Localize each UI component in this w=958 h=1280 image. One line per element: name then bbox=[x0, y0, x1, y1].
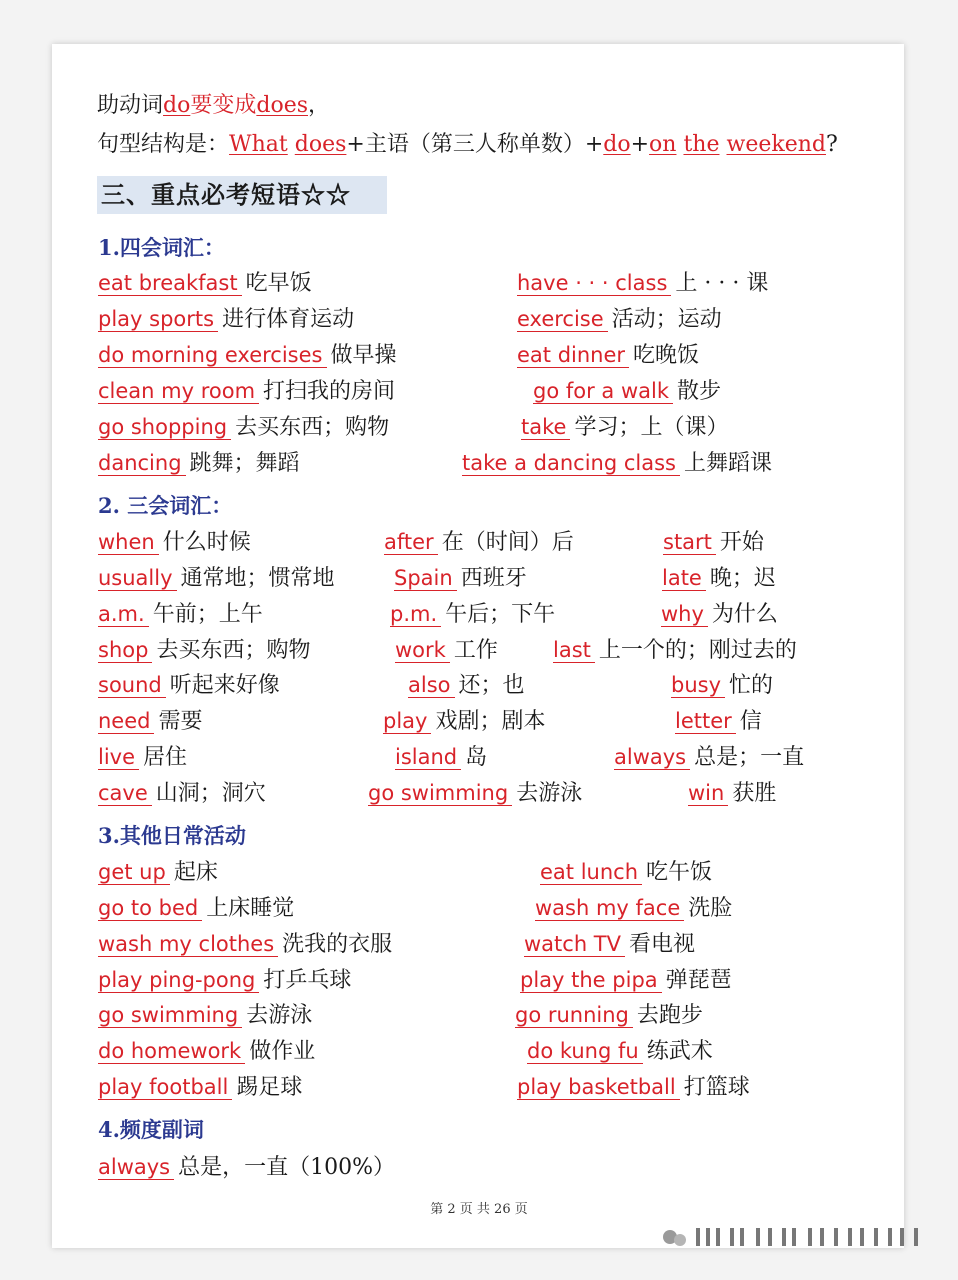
vocab-entry bbox=[517, 266, 768, 297]
vocab-meaning: 山洞；洞穴 bbox=[155, 781, 266, 806]
vocab-entry bbox=[98, 927, 392, 958]
vocab-meaning: 岛 bbox=[465, 745, 488, 770]
vocab-term: late bbox=[662, 566, 706, 591]
vocab-term: exercise bbox=[517, 307, 608, 332]
vocab-entry bbox=[98, 963, 351, 994]
vocab-entry bbox=[98, 668, 280, 699]
vocab-entry bbox=[395, 633, 498, 664]
vocab-meaning: 上 · · · 课 bbox=[675, 271, 769, 296]
vocab-term: work bbox=[395, 638, 450, 663]
vocab-meaning: 在（时间）后 bbox=[441, 530, 574, 555]
vocab-term: always bbox=[614, 745, 690, 770]
intro-line-1 bbox=[97, 88, 330, 119]
vocab-meaning: 为什么 bbox=[711, 602, 778, 627]
vocab-entry bbox=[675, 704, 762, 735]
vocab-entry bbox=[527, 1034, 713, 1065]
vocab-meaning: 做作业 bbox=[249, 1039, 316, 1064]
vocab-entry bbox=[98, 1150, 395, 1181]
vocab-entry bbox=[520, 963, 732, 994]
vocab-entry bbox=[688, 776, 776, 807]
vocab-term: live bbox=[98, 745, 139, 770]
vocab-meaning: 戏剧；剧本 bbox=[435, 709, 546, 734]
vocab-entry bbox=[383, 704, 545, 735]
vocab-term: clean my room bbox=[98, 379, 259, 404]
vocab-entry bbox=[98, 302, 354, 333]
vocab-entry bbox=[671, 668, 773, 699]
vocab-entry bbox=[98, 633, 310, 664]
vocab-term: wash my clothes bbox=[98, 932, 278, 957]
vocab-meaning: 打乒乓球 bbox=[263, 968, 352, 993]
word-do: do bbox=[603, 132, 631, 157]
vocab-meaning: 活动；运动 bbox=[611, 307, 722, 332]
word-what: What bbox=[229, 132, 288, 157]
vocab-meaning: 进行体育运动 bbox=[222, 307, 355, 332]
vocab-entry bbox=[98, 740, 187, 771]
vocab-meaning: 看电视 bbox=[629, 932, 696, 957]
vocab-entry bbox=[535, 891, 732, 922]
vocab-term: Spain bbox=[394, 566, 457, 591]
vocab-term: shop bbox=[98, 638, 152, 663]
vocab-term: p.m. bbox=[390, 602, 441, 627]
vocab-meaning: 午后；下午 bbox=[445, 602, 556, 627]
vocab-meaning: 听起来好像 bbox=[169, 673, 280, 698]
vocab-meaning: 起床 bbox=[173, 860, 218, 885]
question-mark: ? bbox=[825, 132, 838, 157]
vocab-term: do homework bbox=[98, 1039, 245, 1064]
vocab-entry bbox=[384, 525, 574, 556]
vocab-meaning: 踢足球 bbox=[236, 1075, 303, 1100]
vocab-meaning: 忙的 bbox=[729, 673, 774, 698]
vocab-term: play the pipa bbox=[520, 968, 662, 993]
vocab-term: also bbox=[408, 673, 455, 698]
vocab-meaning: 去买东西；购物 bbox=[156, 638, 311, 663]
vocab-meaning: 洗脸 bbox=[688, 896, 733, 921]
vocab-term: get up bbox=[98, 860, 170, 885]
vocab-term: eat breakfast bbox=[98, 271, 242, 296]
vocab-meaning: 吃午饭 bbox=[646, 860, 713, 885]
vocab-entry bbox=[98, 998, 312, 1029]
vocab-meaning: 上舞蹈课 bbox=[684, 451, 773, 476]
intro-line-2 bbox=[97, 127, 838, 158]
vocab-meaning: 总是，一直（100%） bbox=[178, 1155, 396, 1180]
vocab-term: go swimming bbox=[368, 781, 512, 806]
vocab-term: last bbox=[553, 638, 595, 663]
subsection-title-4: 4.频度副词 bbox=[98, 1117, 204, 1142]
vocab-meaning: 上床睡觉 bbox=[206, 896, 295, 921]
vocab-entry bbox=[368, 776, 582, 807]
section-title: 三、重点必考短语☆☆ bbox=[97, 176, 387, 214]
vocab-entry bbox=[98, 374, 395, 405]
vocab-meaning: 通常地；惯常地 bbox=[180, 566, 335, 591]
word-on: on bbox=[649, 132, 677, 157]
vocab-term: go to bed bbox=[98, 896, 202, 921]
vocab-meaning: 西班牙 bbox=[460, 566, 527, 591]
vocab-entry bbox=[98, 1034, 315, 1065]
vocab-term: sound bbox=[98, 673, 166, 698]
vocab-meaning: 获胜 bbox=[732, 781, 777, 806]
vocab-entry bbox=[553, 633, 797, 664]
vocab-term: play football bbox=[98, 1075, 232, 1100]
subsection-title-2: 2. 三会词汇： bbox=[98, 493, 233, 518]
vocab-entry bbox=[517, 1070, 750, 1101]
vocab-meaning: 还；也 bbox=[458, 673, 525, 698]
vocab-meaning: 学习；上（课） bbox=[574, 415, 729, 440]
vocab-meaning: 吃早饭 bbox=[245, 271, 312, 296]
vocab-term: need bbox=[98, 709, 154, 734]
vocab-entry bbox=[98, 891, 294, 922]
vocab-meaning: 晚；迟 bbox=[709, 566, 776, 591]
vocab-meaning: 吃晚饭 bbox=[633, 343, 700, 368]
vocab-term: play basketball bbox=[517, 1075, 680, 1100]
vocab-term: take bbox=[521, 415, 570, 440]
vocab-term: go shopping bbox=[98, 415, 231, 440]
vocab-meaning: 什么时候 bbox=[162, 530, 251, 555]
vocab-term: play sports bbox=[98, 307, 218, 332]
vocab-entry bbox=[662, 561, 776, 592]
vocab-entry bbox=[408, 668, 525, 699]
vocab-entry bbox=[98, 597, 263, 628]
vocab-meaning: 散步 bbox=[677, 379, 722, 404]
vocab-term: usually bbox=[98, 566, 177, 591]
vocab-meaning: 练武术 bbox=[646, 1039, 713, 1064]
vocab-term: do morning exercises bbox=[98, 343, 327, 368]
vocab-meaning: 洗我的衣服 bbox=[282, 932, 393, 957]
vocab-term: after bbox=[384, 530, 438, 555]
word-weekend: weekend bbox=[726, 132, 826, 157]
vocab-term: play ping-pong bbox=[98, 968, 259, 993]
vocab-entry bbox=[98, 1070, 302, 1101]
subsection-title-3: 3.其他日常活动 bbox=[98, 823, 246, 848]
vocab-entry bbox=[462, 446, 772, 477]
vocab-term: always bbox=[98, 1155, 174, 1180]
vocab-meaning: 去游泳 bbox=[246, 1003, 313, 1028]
vocab-meaning: 信 bbox=[739, 709, 762, 734]
vocab-term: go running bbox=[515, 1003, 633, 1028]
vocab-term: when bbox=[98, 530, 159, 555]
vocab-term: go swimming bbox=[98, 1003, 242, 1028]
vocab-entry bbox=[524, 927, 695, 958]
subsection-title-1: 1.四会词汇： bbox=[98, 235, 225, 260]
vocab-entry bbox=[98, 525, 251, 556]
vocab-entry bbox=[98, 855, 218, 886]
intro-end: ， bbox=[308, 93, 331, 118]
vocab-term: why bbox=[661, 602, 708, 627]
vocab-entry bbox=[614, 740, 804, 771]
intro-text: 助动词 bbox=[97, 93, 164, 118]
vocab-term: take a dancing class bbox=[462, 451, 680, 476]
structure-mid: +主语（第三人称单数）+ bbox=[346, 132, 604, 157]
vocab-entry bbox=[98, 266, 312, 297]
vocab-entry bbox=[98, 776, 266, 807]
vocab-term: cave bbox=[98, 781, 152, 806]
vocab-entry bbox=[517, 338, 699, 369]
vocab-entry bbox=[390, 597, 555, 628]
vocab-term: go for a walk bbox=[533, 379, 673, 404]
vocab-term: eat lunch bbox=[540, 860, 642, 885]
vocab-term: wash my face bbox=[535, 896, 684, 921]
page-footer: 第 2 页 共 26 页 bbox=[430, 1202, 528, 1217]
vocab-meaning: 跳舞；舞蹈 bbox=[189, 451, 300, 476]
vocab-meaning: 去买东西；购物 bbox=[235, 415, 390, 440]
vocab-meaning: 弹琵琶 bbox=[665, 968, 732, 993]
vocab-meaning: 做早操 bbox=[330, 343, 397, 368]
vocab-entry bbox=[98, 561, 335, 592]
vocab-meaning: 去跑步 bbox=[636, 1003, 703, 1028]
vocab-entry bbox=[515, 998, 703, 1029]
vocab-entry bbox=[98, 704, 203, 735]
vocab-term: start bbox=[663, 530, 716, 555]
word-the: the bbox=[683, 132, 720, 157]
vocab-meaning: 午前；上午 bbox=[152, 602, 263, 627]
vocab-term: watch TV bbox=[524, 932, 625, 957]
vocab-term: a.m. bbox=[98, 602, 149, 627]
vocab-entry bbox=[663, 525, 764, 556]
vocab-term: island bbox=[395, 745, 461, 770]
vocab-term: busy bbox=[671, 673, 725, 698]
vocab-meaning: 总是；一直 bbox=[694, 745, 805, 770]
vocab-meaning: 工作 bbox=[453, 638, 498, 663]
vocab-meaning: 去游泳 bbox=[516, 781, 583, 806]
plus-sign: + bbox=[630, 132, 650, 157]
vocab-entry bbox=[394, 561, 527, 592]
vocab-term: do kung fu bbox=[527, 1039, 643, 1064]
vocab-meaning: 打篮球 bbox=[683, 1075, 750, 1100]
vocab-meaning: 需要 bbox=[158, 709, 203, 734]
structure-label: 句型结构是： bbox=[97, 132, 230, 157]
vocab-meaning: 开始 bbox=[719, 530, 764, 555]
vocab-meaning: 上一个的；刚过去的 bbox=[598, 638, 797, 663]
vocab-meaning: 居住 bbox=[143, 745, 188, 770]
intro-does: does bbox=[256, 93, 308, 118]
vocab-term: dancing bbox=[98, 451, 186, 476]
vocab-term: win bbox=[688, 781, 728, 806]
vocab-entry bbox=[517, 302, 722, 333]
vocab-term: letter bbox=[675, 709, 736, 734]
vocab-meaning: 打扫我的房间 bbox=[263, 379, 396, 404]
intro-mid: 要变成 bbox=[190, 93, 257, 118]
vocab-entry bbox=[521, 410, 728, 441]
vocab-term: eat dinner bbox=[517, 343, 629, 368]
vocab-entry bbox=[98, 338, 397, 369]
watermark-logo-icon bbox=[660, 1222, 940, 1252]
vocab-entry bbox=[661, 597, 778, 628]
vocab-entry bbox=[540, 855, 712, 886]
word-does: does bbox=[294, 132, 347, 157]
vocab-entry bbox=[395, 740, 487, 771]
vocab-term: play bbox=[383, 709, 431, 734]
vocab-entry bbox=[98, 446, 300, 477]
vocab-term: have · · · class bbox=[517, 271, 671, 296]
vocab-entry bbox=[533, 374, 721, 405]
intro-do: do bbox=[163, 93, 191, 118]
vocab-entry bbox=[98, 410, 389, 441]
